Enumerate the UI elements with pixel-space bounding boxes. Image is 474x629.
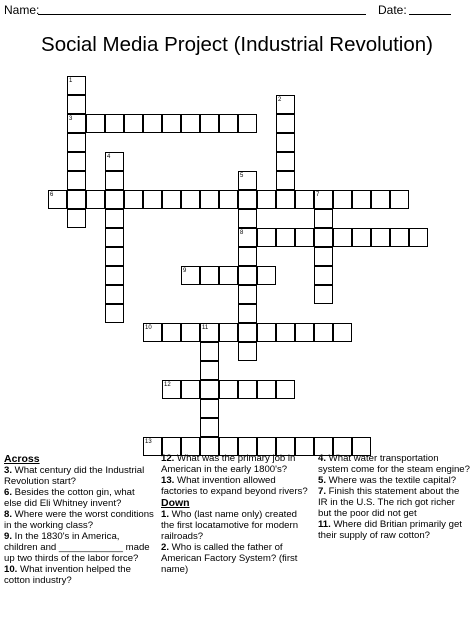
clue-number: 9 [183, 268, 187, 274]
grid-cell[interactable] [276, 114, 295, 133]
grid-cell[interactable] [200, 323, 219, 342]
clue-item [4, 465, 154, 487]
grid-cell[interactable] [314, 266, 333, 285]
grid-cell[interactable] [257, 266, 276, 285]
clue-text: What century did the Industrial Revolution start? [4, 465, 145, 487]
clue-number: 8 [240, 230, 244, 236]
grid-cell[interactable] [276, 380, 295, 399]
clue-number: 2 [278, 97, 282, 103]
grid-cell[interactable] [67, 133, 86, 152]
clue-number: 5. [318, 475, 327, 486]
grid-cell[interactable] [86, 114, 105, 133]
grid-cell[interactable] [352, 228, 371, 247]
grid-cell[interactable] [67, 190, 86, 209]
grid-cell[interactable] [333, 190, 352, 209]
clue-number: 7. [318, 486, 327, 497]
grid-cell[interactable] [219, 114, 238, 133]
grid-cell[interactable] [200, 266, 219, 285]
grid-cell[interactable] [105, 171, 124, 190]
clue-item [4, 564, 154, 586]
clue-item [318, 519, 470, 541]
clue-number: 10. [4, 564, 18, 575]
grid-cell[interactable] [200, 399, 219, 418]
grid-cell[interactable] [333, 228, 352, 247]
grid-cell[interactable] [105, 266, 124, 285]
clue-text: What invention helped the cotton industry? [4, 564, 131, 586]
grid-cell[interactable] [124, 190, 143, 209]
grid-cell[interactable] [67, 76, 86, 95]
clue-item [161, 475, 311, 497]
clue-item [161, 453, 311, 475]
clue-item [4, 531, 154, 564]
grid-cell[interactable] [162, 190, 181, 209]
grid-cell[interactable] [162, 323, 181, 342]
grid-cell[interactable] [257, 380, 276, 399]
grid-cell[interactable] [352, 190, 371, 209]
grid-cell[interactable] [105, 247, 124, 266]
clue-number: 7 [316, 192, 320, 198]
grid-cell[interactable] [371, 190, 390, 209]
clue-number: 10 [145, 325, 152, 331]
grid-cell[interactable] [238, 114, 257, 133]
grid-cell[interactable] [200, 380, 219, 399]
clue-text: Who (last name only) created the first locatamotive for modern railroads? [161, 509, 299, 542]
grid-cell[interactable] [409, 228, 428, 247]
grid-cell[interactable] [238, 342, 257, 361]
clue-number: 9. [4, 531, 13, 542]
grid-cell[interactable] [371, 228, 390, 247]
grid-cell[interactable] [105, 152, 124, 171]
date-label: Date: [378, 3, 407, 17]
clue-number: 11. [318, 519, 331, 530]
name-label: Name: [4, 3, 40, 17]
clue-text: What water transportation system come for the steam engine? [318, 453, 470, 475]
grid-cell[interactable] [276, 228, 295, 247]
grid-cell[interactable] [314, 190, 333, 209]
grid-cell[interactable] [86, 190, 105, 209]
clue-number: 2. [161, 542, 170, 553]
grid-cell[interactable] [257, 323, 276, 342]
grid-cell[interactable] [276, 171, 295, 190]
page-title: Social Media Project (Industrial Revolution) [41, 33, 433, 56]
grid-cell[interactable] [181, 114, 200, 133]
grid-cell[interactable] [314, 247, 333, 266]
grid-cell[interactable] [238, 247, 257, 266]
grid-cell[interactable] [276, 152, 295, 171]
grid-cell[interactable] [162, 380, 181, 399]
clue-number: 3 [69, 116, 73, 122]
clue-number: 1. [161, 509, 170, 520]
grid-cell[interactable] [105, 285, 124, 304]
clue-text: Where did Britian primarily get their supply of raw cotton? [318, 519, 462, 541]
clue-number: 8. [4, 509, 13, 520]
grid-cell[interactable] [67, 209, 86, 228]
grid-cell[interactable] [219, 190, 238, 209]
clue-number: 3. [4, 465, 13, 476]
grid-cell[interactable] [181, 266, 200, 285]
grid-cell[interactable] [105, 209, 124, 228]
across-heading: Across [4, 453, 40, 465]
grid-cell[interactable] [276, 133, 295, 152]
clue-number: 13. [161, 475, 175, 486]
grid-cell[interactable] [314, 228, 333, 247]
clues-column-2 [161, 453, 311, 575]
grid-cell[interactable] [238, 323, 257, 342]
grid-cell[interactable] [276, 190, 295, 209]
clue-item [4, 509, 154, 531]
grid-cell[interactable] [105, 304, 124, 323]
grid-cell[interactable] [200, 418, 219, 437]
grid-cell[interactable] [276, 323, 295, 342]
grid-cell[interactable] [181, 380, 200, 399]
clue-text: Where was the textile capital? [326, 475, 457, 486]
clue-number: 5 [240, 173, 244, 179]
grid-cell[interactable] [200, 361, 219, 380]
grid-cell[interactable] [67, 171, 86, 190]
grid-cell[interactable] [314, 323, 333, 342]
grid-cell[interactable] [238, 190, 257, 209]
down-heading: Down [161, 497, 190, 509]
grid-cell[interactable] [200, 342, 219, 361]
grid-cell[interactable] [257, 228, 276, 247]
clue-text: Besides the cotton gin, what else did Eli Whitney invent? [4, 487, 135, 509]
grid-cell[interactable] [295, 323, 314, 342]
grid-cell[interactable] [219, 266, 238, 285]
grid-cell[interactable] [219, 323, 238, 342]
grid-cell[interactable] [333, 323, 352, 342]
grid-cell[interactable] [105, 228, 124, 247]
grid-cell[interactable] [276, 95, 295, 114]
clue-item [318, 475, 470, 486]
clue-item [4, 487, 154, 509]
clue-number: 13 [145, 439, 152, 445]
grid-cell[interactable] [105, 114, 124, 133]
grid-cell[interactable] [238, 285, 257, 304]
grid-cell[interactable] [238, 171, 257, 190]
grid-cell[interactable] [200, 190, 219, 209]
grid-cell[interactable] [181, 190, 200, 209]
grid-cell[interactable] [67, 114, 86, 133]
grid-cell[interactable] [295, 228, 314, 247]
grid-cell[interactable] [181, 323, 200, 342]
grid-cell[interactable] [200, 114, 219, 133]
grid-cell[interactable] [124, 114, 143, 133]
clue-number: 4. [318, 453, 327, 464]
clue-number: 6 [50, 192, 54, 198]
clue-number: 6. [4, 487, 13, 498]
grid-cell[interactable] [105, 190, 124, 209]
clue-number: 11 [202, 325, 209, 331]
clue-number: 4 [107, 154, 111, 160]
grid-cell[interactable] [143, 190, 162, 209]
grid-cell[interactable] [238, 266, 257, 285]
clue-item [161, 509, 311, 542]
grid-cell[interactable] [390, 228, 409, 247]
clue-text: What was the primary job in American in the early 1800's? [161, 453, 296, 475]
grid-cell[interactable] [314, 209, 333, 228]
clue-item [318, 486, 470, 519]
clue-item [318, 453, 470, 475]
grid-cell[interactable] [219, 380, 238, 399]
grid-cell[interactable] [238, 228, 257, 247]
grid-cell[interactable] [295, 190, 314, 209]
grid-cell[interactable] [67, 152, 86, 171]
grid-cell[interactable] [48, 190, 67, 209]
clues-column-1 [4, 453, 154, 586]
grid-cell[interactable] [257, 190, 276, 209]
clue-item [161, 542, 311, 575]
clue-text: Finish this statement about the IR in the U.S. The rich got richer but the poor did not get [318, 486, 460, 519]
grid-cell[interactable] [143, 323, 162, 342]
clue-number: 1 [69, 78, 73, 84]
grid-cell[interactable] [238, 304, 257, 323]
grid-cell[interactable] [143, 114, 162, 133]
grid-cell[interactable] [162, 114, 181, 133]
clue-text: Where were the worst conditions in the working class? [4, 509, 154, 531]
grid-cell[interactable] [67, 95, 86, 114]
clue-number: 12 [164, 382, 171, 388]
grid-cell[interactable] [390, 190, 409, 209]
clue-text: In the 1830's in America, children and ____________ made up two thirds of the labor force? [4, 531, 150, 564]
clues-column-3 [318, 453, 470, 541]
grid-cell[interactable] [238, 209, 257, 228]
grid-cell[interactable] [314, 285, 333, 304]
clue-text: Who is called the father of American Factory System? (first name) [161, 542, 298, 575]
grid-cell[interactable] [238, 380, 257, 399]
clue-text: What invention allowed factories to expand beyond rivers? [161, 475, 308, 497]
clue-number: 12. [161, 453, 175, 464]
